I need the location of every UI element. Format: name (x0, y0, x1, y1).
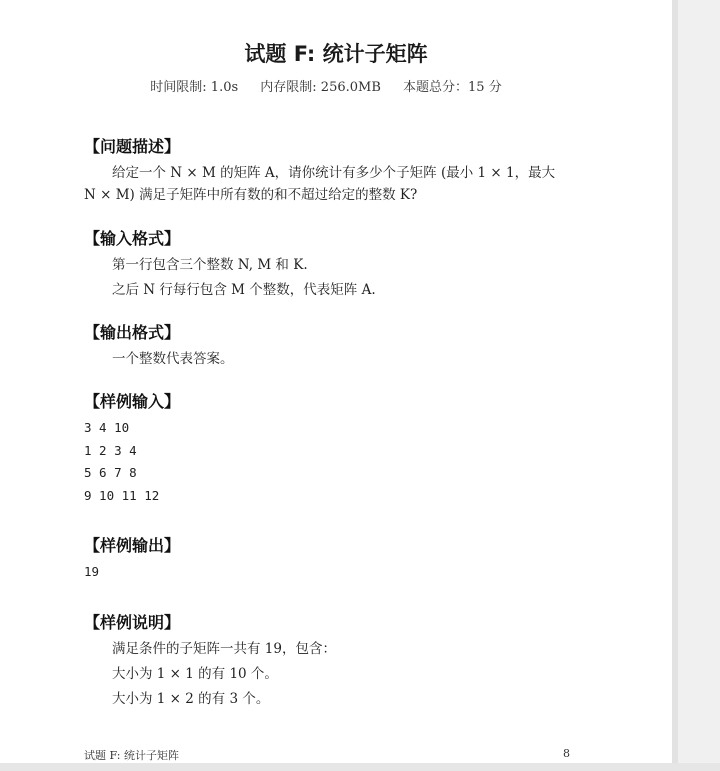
output-format-line-1: 一个整数代表答案。 (112, 351, 234, 367)
viewer-bottom-edge (0, 763, 720, 771)
footer-title: 试题 F: 统计子矩阵 (84, 749, 179, 762)
sample-explanation-line-1: 满足条件的子矩阵一共有 19，包含： (112, 641, 336, 657)
sample-input-line-1: 3 4 10 (84, 420, 130, 435)
time-limit: 时间限制: 1.0s (150, 80, 239, 95)
output-format-heading: 【输出格式】 (84, 323, 181, 342)
sample-output-heading: 【样例输出】 (84, 536, 181, 555)
sample-explanation-line-2: 大小为 1 × 1 的有 10 个。 (112, 666, 278, 682)
input-format-heading: 【输入格式】 (84, 229, 181, 248)
input-format-line-1: 第一行包含三个整数 N, M 和 K. (112, 257, 308, 273)
input-format-line-2: 之后 N 行每行包含 M 个整数，代表矩阵 A. (112, 282, 376, 298)
sample-input-heading: 【样例输入】 (84, 392, 181, 411)
page-number: 8 (563, 747, 570, 760)
sample-input-line-3: 5 6 7 8 (84, 465, 137, 480)
problem-description-line-1: 给定一个 N × M 的矩阵 A，请你统计有多少个子矩阵 (最小 1 × 1，最大 (112, 165, 556, 181)
problem-title: 试题 F: 统计子矩阵 (244, 42, 428, 66)
memory-limit: 内存限制: 256.0MB (260, 80, 381, 95)
sample-input-line-2: 1 2 3 4 (84, 442, 137, 458)
sample-output-value: 19 (84, 564, 100, 579)
sample-explanation-line-3: 大小为 1 × 2 的有 3 个。 (112, 691, 270, 707)
viewer-scrollbar[interactable] (672, 0, 678, 771)
sample-explanation-heading: 【样例说明】 (84, 613, 181, 632)
total-score: 本题总分：15 分 (403, 80, 502, 95)
sample-input-line-4: 9 10 11 12 (84, 487, 160, 503)
problem-description-heading: 【问题描述】 (84, 137, 181, 156)
problem-meta (0, 76, 652, 95)
problem-description-line-2: N × M) 满足子矩阵中所有数的和不超过给定的整数 K? (84, 187, 418, 203)
